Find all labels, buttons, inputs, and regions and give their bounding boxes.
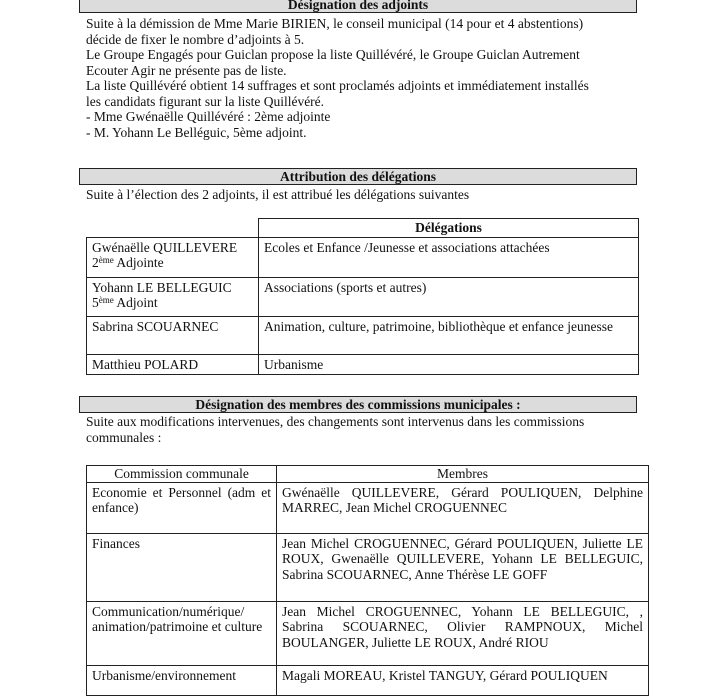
membres-column-header: Membres	[277, 466, 649, 483]
table-row	[87, 601, 649, 665]
paragraph-line: Suite aux modifications intervenues, des changements sont intervenus dans les commissions	[86, 414, 585, 429]
role-text: Adjoint	[113, 295, 158, 310]
paragraph-line: les candidats figurant sur la liste Quillévéré.	[86, 93, 325, 109]
paragraph-line: - M. Yohann Le Belléguic, 5ème adjoint.	[86, 124, 307, 140]
membres-cell: Gwénaëlle QUILLEVERE, Gérard POULIQUEN, Delphine MARREC, Jean Michel CROGUENNEC	[277, 482, 649, 533]
table-row	[87, 237, 639, 277]
table-row	[87, 665, 649, 695]
table-header-row	[87, 219, 639, 238]
role-superscript: ème	[98, 255, 114, 265]
paragraph-line: communales :	[86, 429, 162, 445]
delegation-cell: Animation, culture, patrimoine, bibliothèque et enfance jeunesse	[259, 316, 639, 354]
delegation-cell: Ecoles et Enfance /Jeunesse et associations attachées	[259, 237, 639, 277]
table-row	[87, 316, 639, 354]
membres-cell: Magali MOREAU, Kristel TANGUY, Gérard POULIQUEN	[277, 665, 649, 695]
commission-cell: Economie et Personnel (adm et enfance)	[87, 482, 277, 533]
commission-column-header: Commission communale	[87, 466, 277, 483]
membres-cell: Jean Michel CROGUENNEC, Yohann LE BELLEGUIC, , Sabrina SCOUARNEC, Olivier RAMPNOUX, Michel BOULANGER, Juliette LE ROUX, André RIOU	[277, 601, 649, 665]
commission-cell: Urbanisme/environnement	[87, 665, 277, 695]
member-role	[92, 295, 253, 311]
delegation-cell: Urbanisme	[259, 354, 639, 375]
empty-header-cell	[87, 219, 259, 238]
section-heading-delegations: Attribution des délégations	[79, 168, 637, 185]
paragraph-line: décide de fixer le nombre d’adjoints à 5.	[86, 31, 305, 47]
member-name: Sabrina SCOUARNEC	[87, 316, 259, 354]
delegations-column-header: Délégations	[259, 219, 639, 238]
member-name: Yohann LE BELLEGUIC	[92, 279, 232, 295]
delegations-table	[86, 218, 639, 375]
table-row	[87, 277, 639, 316]
role-text: Adjointe	[113, 255, 164, 270]
table-header-row	[87, 466, 649, 483]
commissions-table	[86, 465, 649, 696]
table-row	[87, 533, 649, 601]
delegations-intro: Suite à l’élection des 2 adjoints, il est attribué les délégations suivantes	[86, 187, 470, 202]
delegation-cell: Associations (sports et autres)	[259, 277, 639, 316]
role-number: 2	[92, 255, 99, 270]
commission-cell: Communication/numérique/ animation/patrimoine et culture	[87, 601, 277, 665]
paragraph-line: - Mme Gwénaëlle Quillévéré : 2ème adjointe	[86, 109, 331, 124]
member-cell	[87, 277, 259, 316]
table-row	[87, 354, 639, 375]
paragraph-line: La liste Quillévéré obtient 14 suffrages et sont proclamés adjoints et immédiatement installés	[86, 78, 589, 93]
commission-cell: Finances	[87, 533, 277, 601]
commissions-intro	[86, 414, 638, 445]
table-row	[87, 482, 649, 533]
member-cell	[87, 237, 259, 277]
member-role	[92, 255, 253, 271]
section-heading-adjoints: Désignation des adjoints	[79, 0, 637, 13]
adjoints-paragraph	[86, 16, 638, 140]
paragraph-line: Le Groupe Engagés pour Guiclan propose la liste Quillévéré, le Groupe Guiclan Autrement	[86, 47, 580, 62]
role-number: 5	[92, 295, 99, 310]
member-name: Matthieu POLARD	[87, 354, 259, 375]
paragraph-line: Ecouter Agir ne présente pas de liste.	[86, 62, 287, 78]
membres-cell: Jean Michel CROGUENNEC, Gérard POULIQUEN, Juliette LE ROUX, Gwenaëlle QUILLEVERE, Yohann LE BELLEGUIC, Sabrina SCOUARNEC, Anne Thérèse LE GOFF	[277, 533, 649, 601]
member-name: Gwénaëlle QUILLEVERE	[92, 239, 238, 255]
paragraph-line: Suite à la démission de Mme Marie BIRIEN, le conseil municipal (14 pour et 4 abstentions)	[86, 16, 584, 31]
section-heading-commissions: Désignation des membres des commissions municipales :	[79, 396, 637, 413]
role-superscript: ème	[98, 295, 114, 305]
